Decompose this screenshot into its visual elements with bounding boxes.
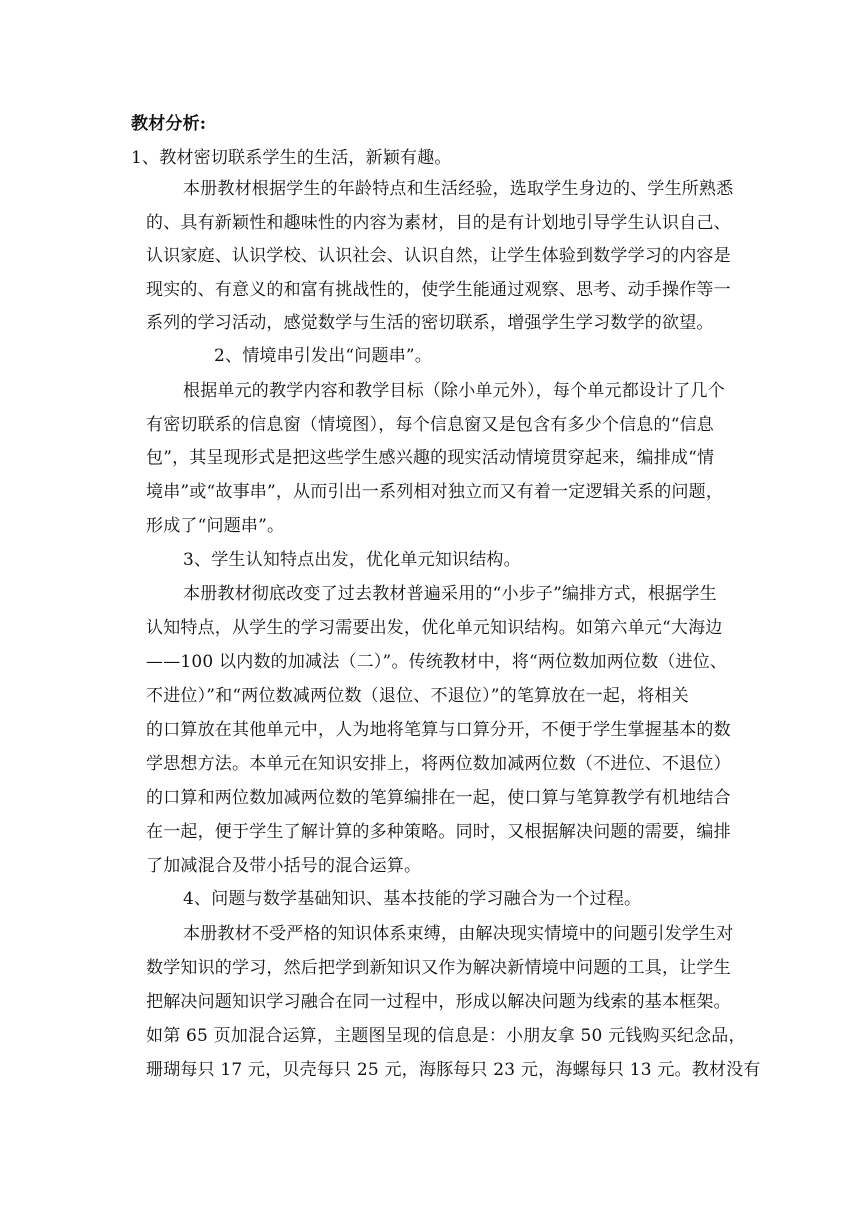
- paragraph-line: ——100 以内数的加减法（二）”。传统教材中，将“两位数加两位数（进位、: [146, 652, 728, 672]
- paragraph-line: 本册教材不受严格的知识体系束缚，由解决现实情境中的问题引发学生对: [183, 924, 734, 944]
- paragraph-line: 系列的学习活动，感觉数学与生活的密切联系，增强学生学习数学的欲望。: [146, 313, 714, 333]
- paragraph-line: 包”，其呈现形式是把这些学生感兴趣的现实活动情境贯穿起来，编排成“情: [146, 448, 715, 468]
- paragraph-line: 的、具有新颖性和趣味性的内容为素材，目的是有计划地引导学生认识自己、: [146, 213, 731, 233]
- paragraph-line: 如第 65 页加混合运算，主题图呈现的信息是：小朋友拿 50 元钱购买纪念品，: [146, 1026, 746, 1046]
- section-3-title: 3、学生认知特点出发，优化单元知识结构。: [183, 550, 521, 570]
- paragraph-line: 学思想方法。本单元在知识安排上，将两位数加减两位数（不进位、不退位）: [146, 754, 731, 774]
- paragraph-line: 的口算和两位数加减两位数的笔算编排在一起，使口算与笔算教学有机地结合: [146, 788, 731, 808]
- document-heading: 教材分析:: [131, 114, 207, 134]
- paragraph-line: 在一起，便于学生了解计算的多种策略。同时，又根据解决问题的需要，编排: [146, 822, 731, 842]
- paragraph-line: 境串”或“故事串”，从而引出一系列相对独立而又有着一定逻辑关系的问题，: [146, 482, 724, 502]
- paragraph-line: 根据单元的教学内容和教学目标（除小单元外），每个单元都设计了几个: [183, 381, 725, 401]
- paragraph-line: 现实的、有意义的和富有挑战性的，使学生能通过观察、思考、动手操作等一: [146, 280, 731, 300]
- paragraph-line: 的口算放在其他单元中，人为地将笔算与口算分开，不便于学生掌握基本的数: [146, 720, 731, 740]
- paragraph-line: 认知特点，从学生的学习需要出发，优化单元知识结构。如第六单元“大海边: [146, 618, 723, 638]
- section-1-title: 1、教材密切联系学生的生活，新颖有趣。: [131, 148, 452, 168]
- section-4-title: 4、问题与数学基础知识、基本技能的学习融合为一个过程。: [183, 889, 642, 909]
- paragraph-line: 本册教材根据学生的年龄特点和生活经验，选取学生身边的、学生所熟悉: [183, 179, 734, 199]
- paragraph-line: 把解决问题知识学习融合在同一过程中，形成以解决问题为线索的基本框架。: [146, 992, 731, 1012]
- paragraph-line: 认识家庭、认识学校、认识社会、认识自然，让学生体验到数学学习的内容是: [146, 246, 731, 266]
- section-2-title: 2、情境串引发出“问题串”。: [214, 346, 432, 366]
- paragraph-line: 形成了“问题串”。: [146, 516, 285, 536]
- paragraph-line: 珊瑚每只 17 元，贝壳每只 25 元，海豚每只 23 元，海螺每只 13 元。教材没有: [146, 1060, 761, 1080]
- paragraph-line: 数学知识的学习，然后把学到新知识又作为解决新情境中问题的工具，让学生: [146, 958, 731, 978]
- paragraph-line: 了加减混合及带小括号的混合运算。: [146, 856, 422, 876]
- paragraph-line: 不进位）”和“两位数减两位数（退位、不退位）”的笔算放在一起，将相关: [146, 686, 689, 706]
- paragraph-line: 有密切联系的信息窗（情境图），每个信息窗又是包含有多少个信息的“信息: [146, 415, 714, 435]
- paragraph-line: 本册教材彻底改变了过去教材普遍采用的“小步子”编排方式，根据学生: [183, 584, 717, 604]
